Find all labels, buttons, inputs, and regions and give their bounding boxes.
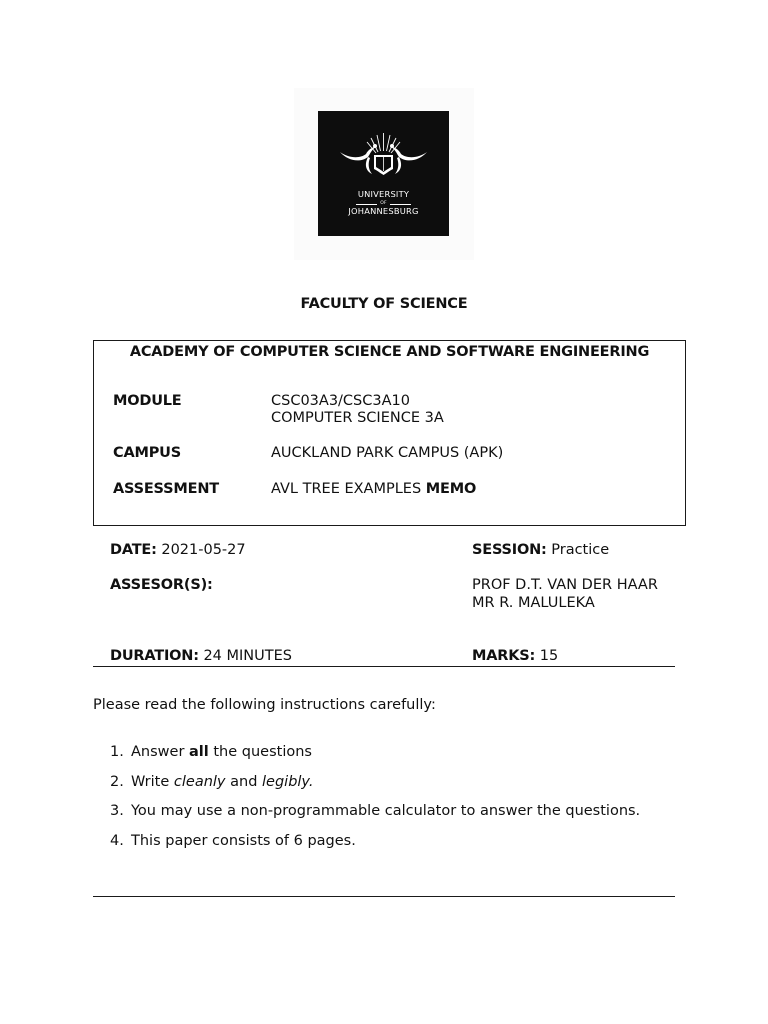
instruction-text: Answer (131, 744, 185, 760)
instruction-emphasis: cleanly (173, 774, 226, 790)
crest-icon (318, 111, 449, 236)
assessment-name: AVL TREE EXAMPLES (271, 481, 422, 497)
assessment-memo: MEMO (425, 481, 477, 497)
instruction-text: the questions (213, 744, 312, 760)
marks-row (472, 647, 558, 665)
session-value: Practice (551, 542, 610, 558)
duration-label: DURATION: (110, 648, 199, 664)
footer-divider (93, 896, 675, 897)
date-row (110, 541, 246, 559)
session-row (472, 541, 609, 559)
module-info-box (93, 340, 686, 526)
duration-value: 24 MINUTES (203, 648, 292, 664)
instruction-emphasis: all (189, 744, 209, 760)
session-label: SESSION: (472, 542, 547, 558)
instruction-item (131, 743, 312, 761)
assessors-label: ASSESOR(S): (110, 577, 213, 593)
instruction-number: 3. (110, 803, 124, 819)
instruction-text: and (230, 774, 258, 790)
module-code: CSC03A3/CSC3A10 (271, 393, 410, 409)
campus-value: AUCKLAND PARK CAMPUS (APK) (271, 445, 504, 461)
instruction-number: 4. (110, 833, 124, 849)
module-label: MODULE (113, 393, 182, 409)
date-value: 2021-05-27 (161, 542, 246, 558)
logo-text-university: UNIVERSITY (357, 189, 410, 199)
instruction-number: 1. (110, 744, 124, 760)
instruction-number: 2. (110, 774, 124, 790)
marks-label: MARKS: (472, 648, 536, 664)
logo-text-of: OF (380, 201, 387, 206)
duration-row (110, 647, 292, 665)
instruction-item: You may use a non-programmable calculator to answer the questions. (131, 803, 641, 819)
instructions-intro: Please read the following instructions carefully: (93, 697, 436, 713)
faculty-title: FACULTY OF SCIENCE (300, 296, 468, 312)
assessor-1: PROF D.T. VAN DER HAAR (472, 577, 658, 593)
university-logo (318, 111, 449, 236)
assessment-label: ASSESSMENT (113, 481, 219, 497)
instruction-emphasis: legibly. (262, 774, 314, 790)
details-divider (93, 666, 675, 667)
academy-title: ACADEMY OF COMPUTER SCIENCE AND SOFTWARE ENGINEERING (129, 344, 650, 360)
date-label: DATE: (110, 542, 157, 558)
marks-value: 15 (539, 648, 559, 664)
module-name: COMPUTER SCIENCE 3A (271, 410, 444, 426)
assessor-2: MR R. MALULEKA (472, 595, 595, 611)
assessment-value (271, 480, 476, 498)
instruction-item (131, 773, 314, 791)
instruction-text: Write (131, 774, 170, 790)
logo-text-johannesburg: JOHANNESBURG (348, 206, 419, 216)
campus-label: CAMPUS (113, 445, 181, 461)
instruction-item: This paper consists of 6 pages. (131, 833, 356, 849)
